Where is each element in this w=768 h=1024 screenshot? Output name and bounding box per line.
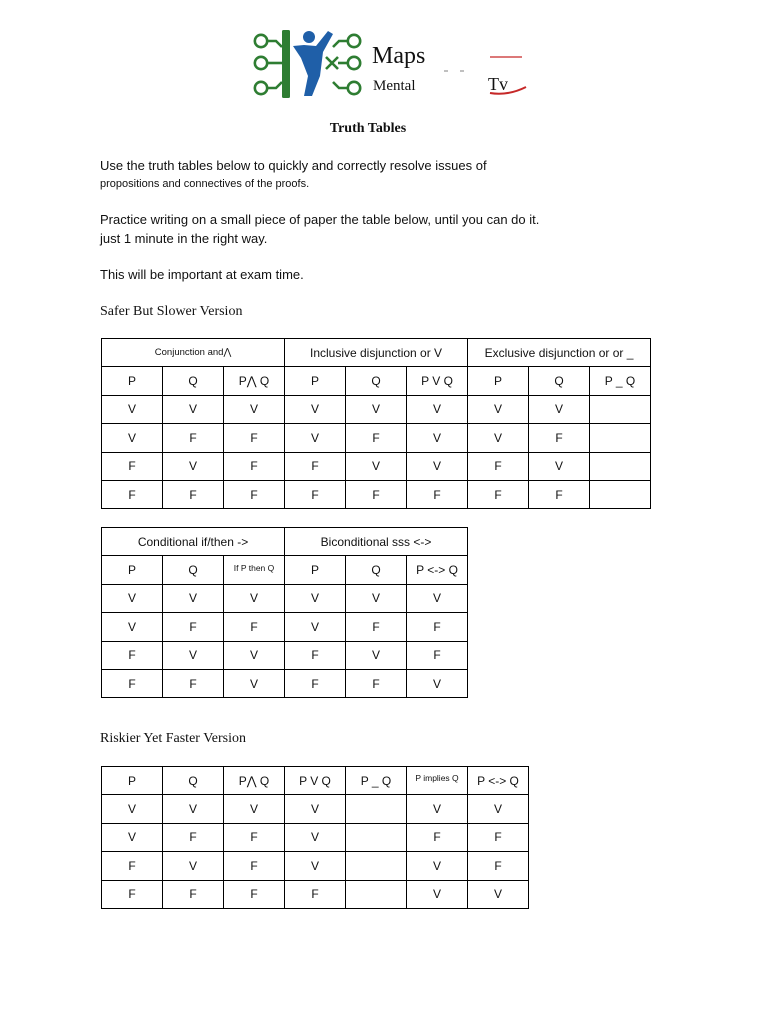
conditional-truth-table: [101, 527, 468, 698]
table-row: [102, 480, 651, 508]
truth-value-cell: F: [529, 480, 590, 508]
column-header: Q: [346, 556, 407, 584]
table-row: [102, 795, 529, 823]
truth-value-cell: V: [285, 795, 346, 823]
column-header: P _ Q: [346, 767, 407, 795]
truth-value-cell: V: [285, 584, 346, 612]
truth-value-cell: V: [224, 584, 285, 612]
truth-value-cell: [346, 823, 407, 851]
truth-value-cell: F: [468, 823, 529, 851]
logo-bar-icon: [282, 30, 290, 98]
truth-value-cell: V: [163, 584, 224, 612]
truth-value-cell: V: [102, 613, 163, 641]
truth-value-cell: V: [407, 852, 468, 880]
truth-value-cell: V: [529, 395, 590, 423]
truth-value-cell: F: [285, 669, 346, 697]
truth-value-cell: V: [102, 823, 163, 851]
truth-value-cell: F: [346, 424, 407, 452]
table-group-header-row: [102, 339, 651, 367]
truth-value-cell: F: [346, 480, 407, 508]
truth-value-cell: F: [224, 424, 285, 452]
group-header: Conditional if/then ->: [102, 528, 285, 556]
truth-value-cell: V: [468, 424, 529, 452]
logo-figure-icon: [293, 31, 333, 96]
truth-value-cell: V: [102, 584, 163, 612]
truth-value-cell: F: [529, 424, 590, 452]
column-header: P: [285, 556, 346, 584]
truth-value-cell: F: [163, 880, 224, 908]
section-heading-fast: Riskier Yet Faster Version: [100, 731, 246, 746]
truth-value-cell: V: [468, 395, 529, 423]
truth-value-cell: V: [407, 584, 468, 612]
truth-value-cell: V: [285, 823, 346, 851]
practice-line-1: Practice writing on a small piece of paper the table below, until you can do it.: [100, 212, 540, 227]
table-row: [102, 669, 468, 697]
truth-value-cell: V: [285, 424, 346, 452]
truth-value-cell: F: [163, 669, 224, 697]
table-row: [102, 641, 468, 669]
logo-word-mental: Mental: [373, 78, 416, 94]
truth-value-cell: [590, 424, 651, 452]
truth-value-cell: [590, 452, 651, 480]
column-header: If P then Q: [224, 556, 285, 584]
truth-value-cell: F: [163, 823, 224, 851]
truth-value-cell: F: [102, 641, 163, 669]
truth-value-cell: V: [163, 452, 224, 480]
truth-value-cell: F: [407, 641, 468, 669]
truth-value-cell: V: [163, 395, 224, 423]
truth-table-grid: [101, 527, 468, 698]
truth-value-cell: F: [346, 613, 407, 641]
table-row: [102, 584, 468, 612]
truth-value-cell: V: [468, 795, 529, 823]
logo-word-tv: Tv: [488, 74, 508, 94]
table-row: [102, 395, 651, 423]
column-header: P V Q: [285, 767, 346, 795]
truth-value-cell: F: [468, 452, 529, 480]
truth-value-cell: V: [407, 395, 468, 423]
group-header: Biconditional sss <->: [285, 528, 468, 556]
table-column-header-row: [102, 367, 651, 395]
truth-value-cell: F: [102, 852, 163, 880]
column-header: P V Q: [407, 367, 468, 395]
column-header: Q: [163, 556, 224, 584]
truth-value-cell: [346, 880, 407, 908]
group-header: Conjunction and⋀: [102, 339, 285, 367]
column-header: P⋀ Q: [224, 367, 285, 395]
practice-line-2: just 1 minute in the right way.: [100, 231, 268, 246]
truth-value-cell: F: [102, 880, 163, 908]
truth-value-cell: F: [163, 424, 224, 452]
intro-line-2: propositions and connectives of the proofs.: [100, 178, 310, 190]
truth-value-cell: F: [285, 880, 346, 908]
truth-value-cell: F: [468, 852, 529, 880]
truth-value-cell: F: [102, 480, 163, 508]
truth-value-cell: F: [102, 669, 163, 697]
column-header: P: [102, 367, 163, 395]
truth-value-cell: F: [468, 480, 529, 508]
truth-value-cell: F: [224, 823, 285, 851]
truth-value-cell: F: [102, 452, 163, 480]
column-header: P <-> Q: [407, 556, 468, 584]
truth-value-cell: V: [285, 395, 346, 423]
truth-value-cell: F: [224, 880, 285, 908]
column-header: P⋀ Q: [224, 767, 285, 795]
truth-table-grid: [101, 766, 529, 909]
truth-value-cell: F: [285, 641, 346, 669]
truth-value-cell: V: [163, 795, 224, 823]
logo-accent-lines: [444, 57, 522, 71]
logo: [246, 24, 531, 104]
truth-value-cell: F: [407, 613, 468, 641]
truth-value-cell: [346, 852, 407, 880]
truth-value-cell: [346, 795, 407, 823]
table-row: [102, 613, 468, 641]
intro-line-1: Use the truth tables below to quickly and correctly resolve issues of: [100, 158, 487, 173]
column-header: P: [102, 556, 163, 584]
truth-value-cell: F: [407, 480, 468, 508]
group-header: Exclusive disjunction or or _: [468, 339, 651, 367]
truth-value-cell: F: [407, 823, 468, 851]
truth-value-cell: V: [224, 395, 285, 423]
truth-value-cell: F: [224, 480, 285, 508]
group-header: Inclusive disjunction or V: [285, 339, 468, 367]
truth-value-cell: V: [163, 641, 224, 669]
exam-note: This will be important at exam time.: [100, 267, 304, 282]
combined-truth-table: [101, 766, 529, 909]
truth-value-cell: V: [102, 424, 163, 452]
truth-value-cell: V: [285, 613, 346, 641]
truth-value-cell: F: [285, 480, 346, 508]
truth-value-cell: F: [163, 613, 224, 641]
truth-value-cell: [590, 395, 651, 423]
table-column-header-row: [102, 767, 529, 795]
column-header: Q: [163, 767, 224, 795]
table-row: [102, 880, 529, 908]
column-header: P: [285, 367, 346, 395]
truth-value-cell: V: [102, 795, 163, 823]
truth-value-cell: V: [346, 395, 407, 423]
connectives-truth-table: [101, 338, 651, 509]
truth-value-cell: V: [407, 880, 468, 908]
truth-value-cell: F: [224, 452, 285, 480]
table-group-header-row: [102, 528, 468, 556]
table-row: [102, 424, 651, 452]
truth-value-cell: V: [346, 641, 407, 669]
truth-value-cell: [590, 480, 651, 508]
column-header: P <-> Q: [468, 767, 529, 795]
page-title: Truth Tables: [329, 121, 407, 136]
table-column-header-row: [102, 556, 468, 584]
truth-value-cell: F: [224, 852, 285, 880]
truth-value-cell: V: [224, 669, 285, 697]
truth-value-cell: V: [407, 452, 468, 480]
truth-value-cell: V: [285, 852, 346, 880]
table-row: [102, 452, 651, 480]
column-header: Q: [529, 367, 590, 395]
truth-value-cell: V: [468, 880, 529, 908]
column-header: P: [102, 767, 163, 795]
truth-value-cell: V: [102, 395, 163, 423]
column-header: P: [468, 367, 529, 395]
truth-value-cell: F: [163, 480, 224, 508]
column-header: Q: [163, 367, 224, 395]
truth-value-cell: F: [285, 452, 346, 480]
column-header: Q: [346, 367, 407, 395]
truth-value-cell: V: [346, 452, 407, 480]
truth-value-cell: V: [346, 584, 407, 612]
table-row: [102, 823, 529, 851]
truth-value-cell: V: [224, 795, 285, 823]
truth-value-cell: F: [224, 613, 285, 641]
column-header: P implies Q: [407, 767, 468, 795]
logo-word-maps: Maps: [372, 43, 426, 69]
truth-value-cell: V: [407, 795, 468, 823]
truth-table-grid: [101, 338, 651, 509]
table-row: [102, 852, 529, 880]
truth-value-cell: V: [224, 641, 285, 669]
truth-value-cell: V: [529, 452, 590, 480]
truth-value-cell: V: [407, 424, 468, 452]
truth-value-cell: V: [407, 669, 468, 697]
truth-value-cell: V: [163, 852, 224, 880]
column-header: P _ Q: [590, 367, 651, 395]
truth-value-cell: F: [346, 669, 407, 697]
section-heading-safe: Safer But Slower Version: [100, 304, 243, 319]
